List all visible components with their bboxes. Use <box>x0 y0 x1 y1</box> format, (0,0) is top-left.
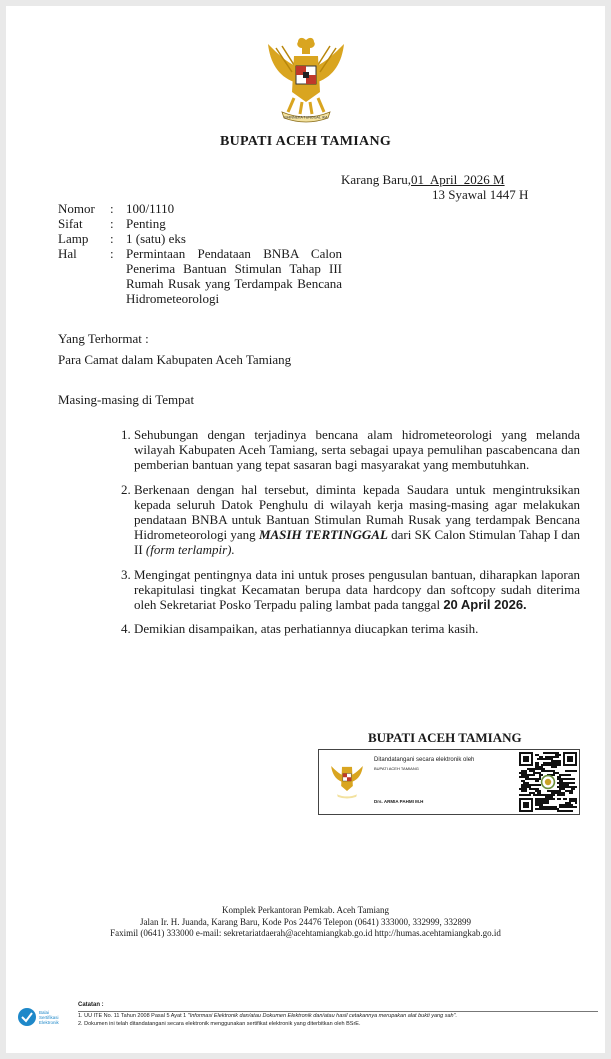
meta-row <box>58 231 342 246</box>
recipient-greeting: Yang Terhormat : <box>58 331 149 346</box>
meta-value: 100/1110 <box>126 201 175 216</box>
meta-row <box>58 246 342 306</box>
body-paragraph-1: 1. Sehubungan dengan terjadinya bencana alam hidrometeorologi yang melanda wilayah Kabupaten Aceh Tamiang, serta sebagai upaya pemulihan pascabencana dan pemberian bantuan yang tepat sasaran bagi masyarakat yang membutuhkan. <box>134 427 580 473</box>
meta-key: Lamp <box>58 231 89 246</box>
qr-code-icon <box>519 752 577 812</box>
bsre-logo-icon <box>16 1006 76 1028</box>
letter-hijri-date: 13 Syawal 1447 H <box>432 187 529 202</box>
e-signature-box <box>318 749 580 815</box>
letter-footer <box>6 905 605 940</box>
letter-page <box>6 6 605 1053</box>
signature-title: BUPATI ACEH TAMIANG <box>368 730 522 745</box>
letter-meta <box>58 201 342 306</box>
meta-colon: : <box>110 216 114 231</box>
meta-value: Permintaan Pendataan BNBA Calon Penerima Bantuan Stimulan Tahap III Rumah Rusak yang Terdampak Bencana Hidrometeorologi <box>126 246 342 306</box>
meta-value: Penting <box>126 216 166 231</box>
date-place: Karang Baru, <box>341 172 412 187</box>
svg-text:Elektronik: Elektronik <box>39 1020 59 1025</box>
meta-value: 1 (satu) eks <box>126 231 186 246</box>
footer-line-2: Jalan Ir. H. Juanda, Karang Baru, Kode Pos 24476 Telepon (0641) 333000, 332999, 332899 <box>140 916 471 927</box>
meta-colon: : <box>110 231 114 246</box>
meta-row <box>58 201 342 216</box>
letter-date <box>341 172 505 188</box>
meta-key: Hal <box>58 246 77 261</box>
letter-title: BUPATI ACEH TAMIANG <box>219 134 392 149</box>
body-paragraph-4: 4. Demikian disampaikan, atas perhatiannya diucapkan terima kasih. <box>134 621 580 636</box>
meta-row <box>58 216 342 231</box>
garuda-emblem-icon <box>258 32 354 128</box>
e-signature-name: Drs. ARMIA PAHMI M.H <box>374 799 424 804</box>
svg-text:Balai: Balai <box>39 1010 50 1015</box>
meta-colon: : <box>110 201 114 216</box>
body-paragraph-2: 2. Berkenaan dengan hal tersebut, diminta kepada Saudara untuk mengintruksikan kepada seluruh Datok Penghulu di wilayah kerja masing-masing agar melakukan pendataan BNBA untuk Bantuan Stimulan Rumah Rusak yang terdampak Bencana Hidrometeorologi yang MASIH TERTINGGAL dari SK Calon Stimulan Tahap I dan II (form terlampir). <box>134 482 580 558</box>
meta-colon: : <box>110 246 114 261</box>
svg-text:Sertifikasi: Sertifikasi <box>39 1015 59 1020</box>
garuda-small-icon <box>327 758 367 804</box>
notes-heading: Catatan : <box>78 1002 104 1008</box>
letter-body <box>110 427 580 645</box>
note-1: 1. UU ITE No. 11 Tahun 2008 Pasal 5 Ayat 1 "Informasi Elektronik dan/atau Dokumen Elektronik dan/atau hasil cetakannya merupakan alat bukti yang sah". <box>78 1013 458 1019</box>
e-signature-label: Ditandatangani secara elektronik oleh <box>374 757 475 763</box>
footer-line-3: Faximil (0641) 333000 e-mail: sekretariatdaerah@acehtamiangkab.go.id http://humas.acehtamiangkab.go.id <box>110 928 501 938</box>
meta-key: Sifat <box>58 216 83 231</box>
note-2: 2. Dokumen ini telah ditandatangani secara elektronik menggunakan sertifikat elektronik yang diterbitkan oleh BSrE. <box>78 1021 361 1027</box>
date-value: 01 April 2026 M <box>411 172 505 187</box>
meta-key: Nomor <box>58 201 95 216</box>
e-signature-office: BUPATI ACEH TAMIANG <box>374 766 419 771</box>
recipient-name: Para Camat dalam Kabupaten Aceh Tamiang <box>58 352 292 367</box>
footer-line-1: Komplek Perkantoran Pemkab. Aceh Tamiang <box>222 905 389 915</box>
notes-block <box>78 1001 457 1028</box>
bsre-logo <box>16 1006 76 1033</box>
svg-text:BHINNEKA TUNGGAL IKA: BHINNEKA TUNGGAL IKA <box>284 115 328 120</box>
recipient-place: Masing-masing di Tempat <box>58 392 195 407</box>
body-paragraph-3: 3. Mengingat pentingnya data ini untuk proses pengusulan bantuan, diharapkan laporan rekapitulasi tingkat Kecamatan berupa data hardcopy dan softcopy sudah diterima oleh Sekretariat Posko Terpadu paling lambat pada tanggal 20 April 2026. <box>134 567 580 613</box>
